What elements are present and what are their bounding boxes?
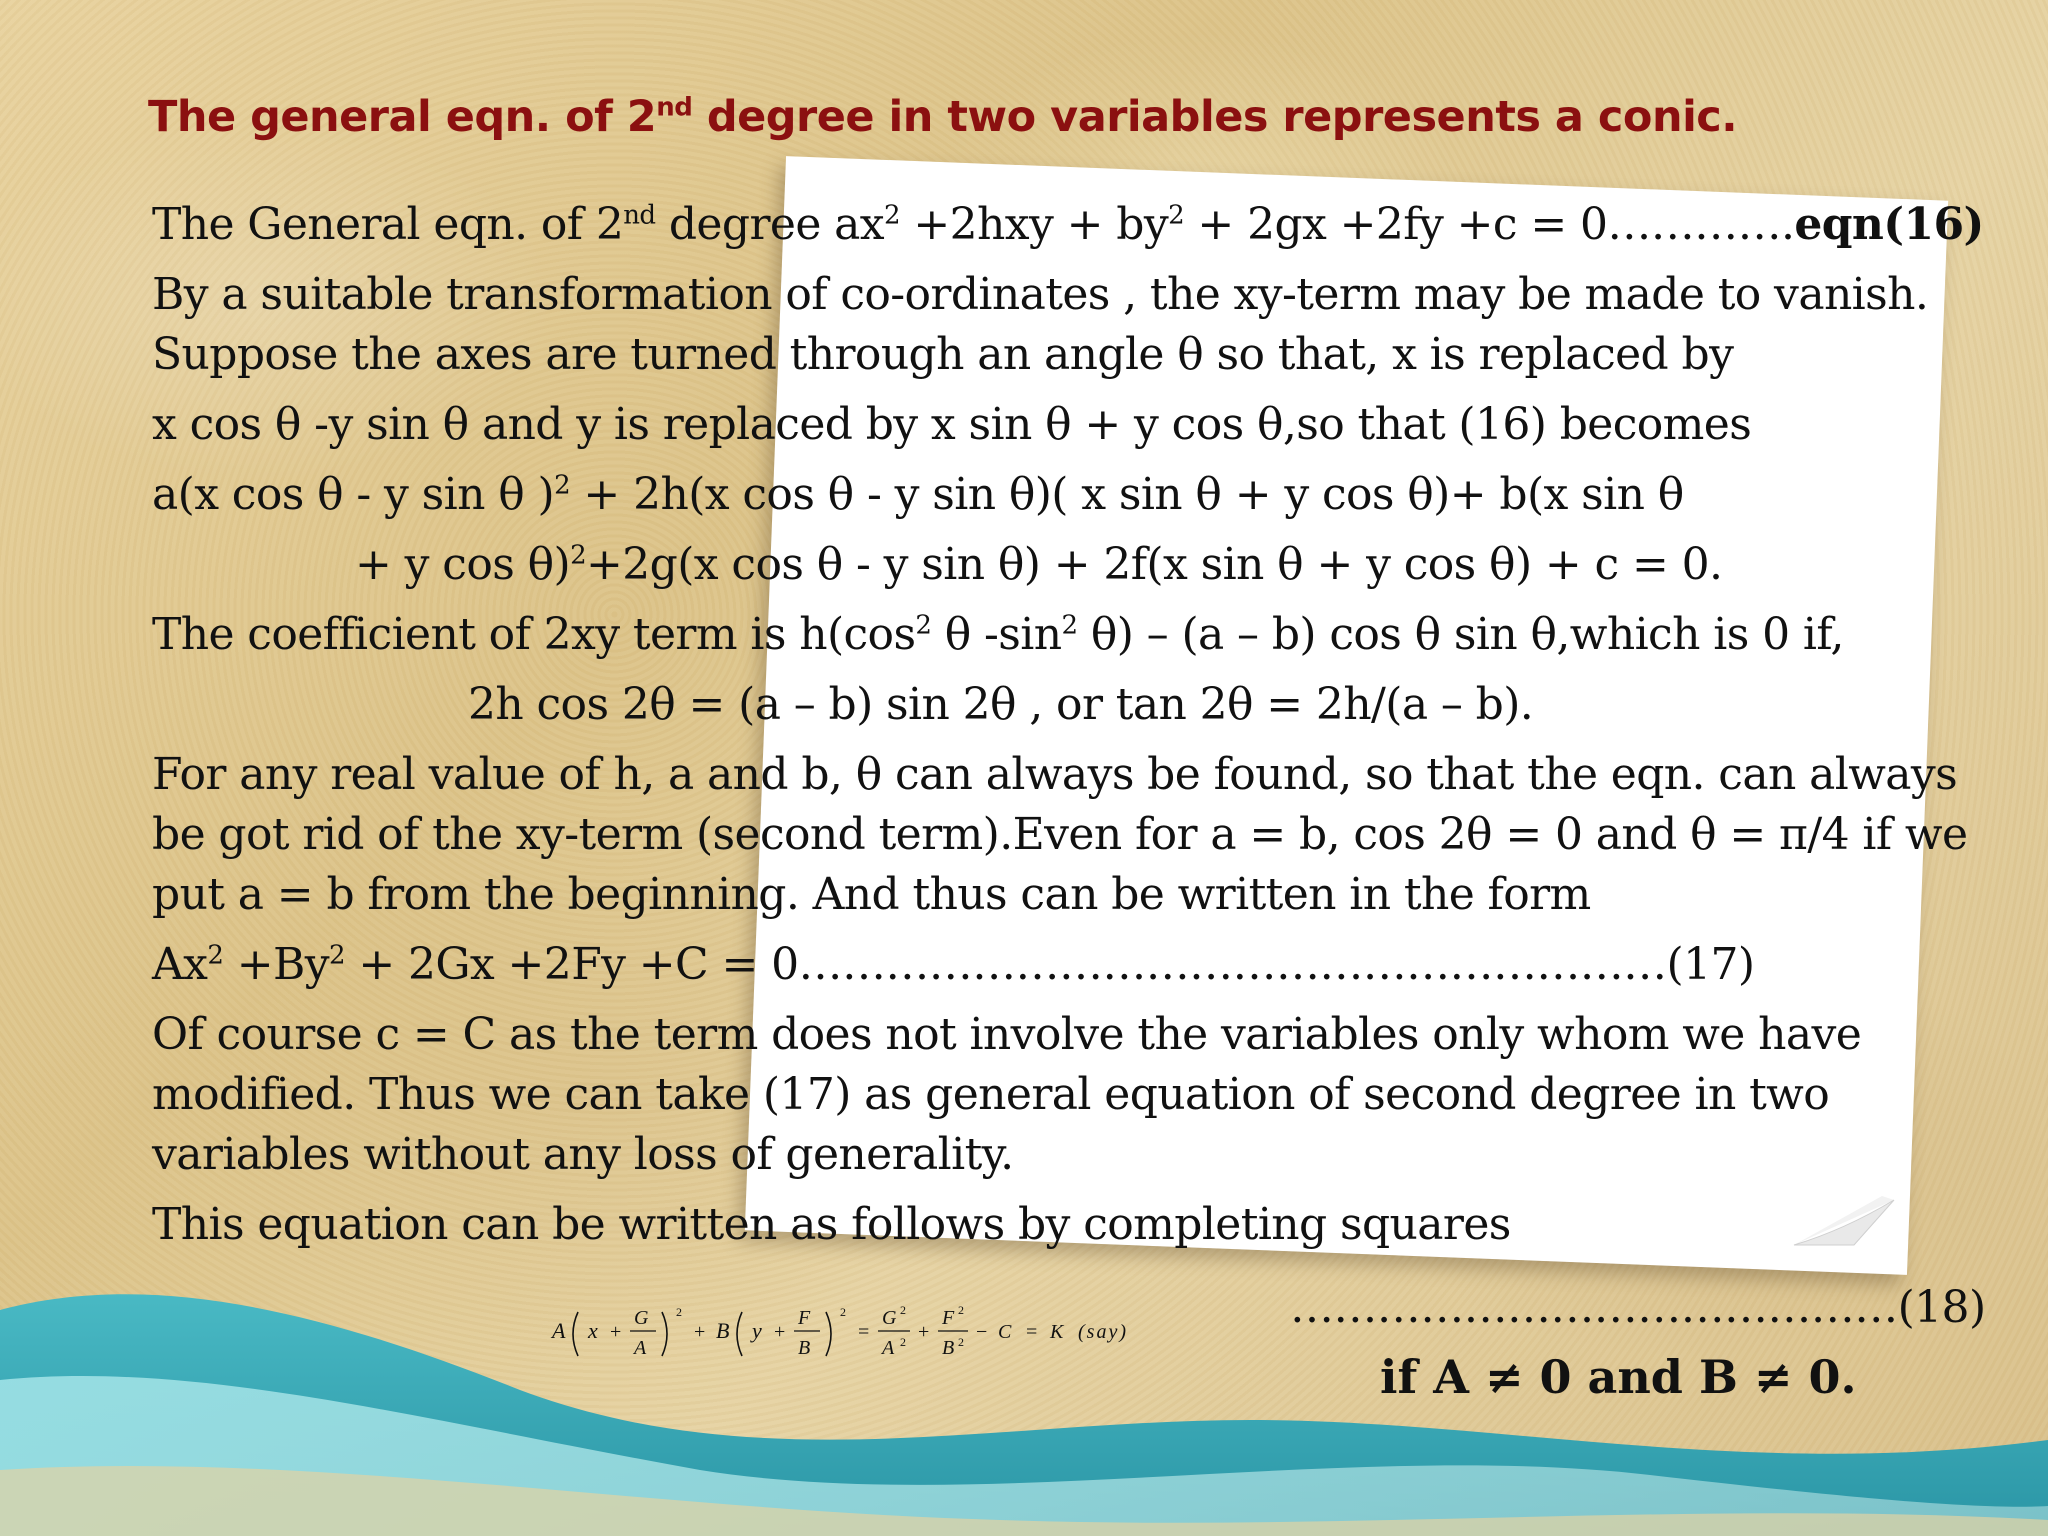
svg-text:B: B <box>798 1337 811 1359</box>
text-line-replacement: x cos θ -y sin θ and y is replaced by x sin θ + y cos θ,so that (16) becomes <box>152 399 1752 450</box>
text-line-equation-17: $Ax^2 +By^2 + 2Gx +2Fy +C$ = 0……………………………………………………(17) <box>152 939 1755 990</box>
svg-text:+: + <box>774 1321 786 1343</box>
text-line-of-course: Of course c = C as the term does not involve the variables only whom we have <box>152 1009 1862 1060</box>
svg-text:2: 2 <box>676 1305 682 1319</box>
svg-text:G: G <box>634 1307 649 1329</box>
svg-text:G: G <box>882 1307 897 1329</box>
text-line-generality: variables without any loss of generality. <box>152 1129 1014 1180</box>
svg-text:2: 2 <box>900 1335 906 1349</box>
text-line-coefficient: The coefficient of 2xy term is $h(\cos^2$ θ $-\sin^2$ θ) – (a – b) cos θ sin θ,which is 0 if, <box>152 609 1844 660</box>
text-line-transformation: By a suitable transformation of co-ordinates , the xy-term may be made to vanish. <box>152 269 1929 320</box>
text-line-tan-2theta: 2h cos 2θ = (a – b) sin 2θ , or tan 2θ = 2h/(a – b). <box>468 679 1534 730</box>
svg-text:B: B <box>716 1318 730 1343</box>
svg-text:x: x <box>588 1318 598 1343</box>
svg-text:+: + <box>694 1321 706 1343</box>
svg-text:=: = <box>858 1321 870 1343</box>
text-line-axes-turned: Suppose the axes are turned through an angle θ so that, x is replaced by <box>152 329 1734 380</box>
text-line-modified: modified. Thus we can take (17) as general equation of second degree in two <box>152 1069 1830 1120</box>
slide-title: The general eqn. of 2nd degree in two variables represents a conic. <box>148 92 1738 142</box>
svg-text:2: 2 <box>958 1335 964 1349</box>
nonzero-condition: if A ≠ 0 and B ≠ 0. <box>1380 1350 1857 1404</box>
text-line-completing-squares: This equation can be written as follows by completing squares <box>152 1199 1511 1250</box>
svg-text:−: − <box>976 1321 988 1343</box>
svg-text:y: y <box>752 1318 762 1343</box>
svg-text:+: + <box>610 1321 622 1343</box>
svg-text:(say): (say) <box>1078 1321 1128 1343</box>
equation-18-label: ……………………………………(18) <box>1290 1282 1986 1333</box>
svg-text:2: 2 <box>900 1303 906 1317</box>
svg-text:F: F <box>942 1307 955 1329</box>
svg-text:2: 2 <box>840 1305 846 1319</box>
text-line-general-equation: The General eqn. of 2nd degree $ax^2 +2hxy + by^2 + 2gx +2fy +c$ = 0………….eqn(16) <box>152 199 1984 250</box>
text-line-expansion-2: + y cos θ)$^2$+2g(x cos θ - y sin θ) + 2f(x sin θ + y cos θ) + c = 0. <box>355 539 1723 590</box>
text-line-rid-of-xy: be got rid of the xy-term (second term).Even for a = b, cos 2θ = 0 and θ = π/4 if we <box>152 809 1968 860</box>
svg-text:A: A <box>552 1318 566 1343</box>
completed-square-formula <box>548 1290 1248 1370</box>
page-curl-corner <box>1784 1190 1904 1260</box>
text-line-real-value: For any real value of h, a and b, θ can always be found, so that the eqn. can always <box>152 749 1958 800</box>
text-line-expansion-1: a(x cos θ - y sin θ )$^2$ + 2h(x cos θ - y sin θ)( x sin θ + y cos θ)+ b(x sin θ <box>152 469 1684 520</box>
svg-text:K: K <box>1050 1321 1064 1343</box>
svg-text:A: A <box>882 1337 895 1359</box>
svg-text:+: + <box>918 1321 930 1343</box>
svg-text:A: A <box>634 1337 647 1359</box>
svg-text:F: F <box>798 1307 811 1329</box>
svg-text:C: C <box>998 1321 1012 1343</box>
svg-text:=: = <box>1026 1321 1038 1343</box>
svg-text:B: B <box>942 1337 955 1359</box>
text-line-put-a-equals-b: put a = b from the beginning. And thus can be written in the form <box>152 869 1591 920</box>
svg-text:2: 2 <box>958 1303 964 1317</box>
